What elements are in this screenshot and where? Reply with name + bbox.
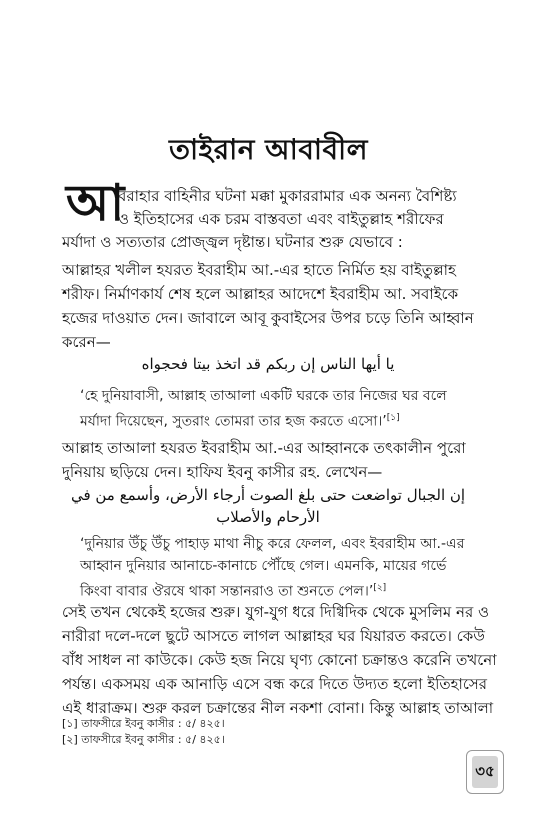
text-line: সেই তখন থেকেই হজের শুরু। যুগ-যুগ ধরে দিগ্বিদিক থেকে মুসলিম নর ও bbox=[62, 603, 490, 621]
footnote: [২] তাফসীরে ইবনু কাসীর : ৫/ ৪২৫। bbox=[62, 733, 225, 746]
text-line: আল্লাহর খলীল হযরত ইবরাহীম আ.-এর হাতে নির্মিত হয় বাইতুল্লাহ bbox=[62, 261, 456, 279]
text-line: বরাহার বাহিনীর ঘটনা মক্কা মুকাররামার এক অনন্য বৈশিষ্ট্য bbox=[118, 187, 457, 205]
text-line: পর্যন্ত। একসময় এক আনাড়ি এসে বন্ধ করে দিতে উদ্যত হলো ইতিহাসের bbox=[62, 675, 488, 693]
text-line: হজের দাওয়াত দেন। জাবালে আবূ কুবাইসের উপর চড়ে তিনি আহ্বান bbox=[62, 309, 474, 327]
text-line: নারীরা দলে-দলে ছুটে আসতে লাগল আল্লাহর ঘর যিয়ারত করতে। কেউ bbox=[62, 627, 485, 645]
page-number-box bbox=[466, 750, 504, 794]
text-line: শরীফ। নির্মাণকার্য শেষ হলে আল্লাহর আদেশে ইবরাহীম আ. সবাইকে bbox=[62, 285, 459, 303]
page-number: ৩৫ bbox=[472, 756, 498, 788]
text-line: মর্যাদা ও সত্যতার প্রোজ্জ্বল দৃষ্টান্ত। ঘটনার শুরু যেভাবে : bbox=[62, 233, 403, 251]
text-line: আল্লাহ তাআলা হযরত ইবরাহীম আ.-এর আহ্বানকে তৎকালীন পুরো bbox=[62, 439, 466, 457]
text-line: দুনিয়ায় ছড়িয়ে দেন। হাফিয ইবনু কাসীর রহ. লেখেন— bbox=[62, 463, 383, 481]
arabic-quote-2 bbox=[62, 484, 474, 528]
quote-line: ‘হে দুনিয়াবাসী, আল্লাহ তাআলা একটি ঘরকে তার নিজের ঘর বলে bbox=[80, 388, 447, 404]
text-line: ও ইতিহাসের এক চরম বাস্তবতা এবং বাইতুল্লাহ শরীফের bbox=[118, 210, 444, 228]
footnote-ref: [১] bbox=[386, 413, 400, 423]
text-line: করেন— bbox=[62, 333, 111, 351]
quote-line: কিংবা বাবার ঔরষে থাকা সন্তানরাও তা শুনতে পেল।’ bbox=[80, 583, 374, 600]
text-line: এই ধারাক্রম। শুরু করল চক্রান্তের নীল নকশা বোনা। কিন্তু আল্লাহ তাআলা bbox=[62, 699, 494, 717]
drop-cap-letter: আ bbox=[66, 174, 125, 232]
arabic-quote-1: يا أيها الناس إن ربكم قد اتخذ بيتا فحجواه bbox=[141, 355, 395, 373]
chapter-title: তাইরান আবাবীল bbox=[169, 133, 368, 166]
quote-line: ‘দুনিয়ার উঁচু উঁচু পাহাড় মাথা নীচু করে ফেলল, এবং ইবরাহীম আ.-এর bbox=[80, 536, 465, 552]
quote-line: আহ্বান দুনিয়ার আনাচে-কানাচে পৌঁছে গেল। এমনকি, মায়ের গর্ভে bbox=[80, 558, 447, 574]
arabic-line: إن الجبال تواضعت حتى بلغ الصوت أرجاء الأرض، وأسمع من في bbox=[70, 486, 466, 504]
footnotes bbox=[62, 716, 225, 748]
quote-line: মর্যাদা দিয়েছেন, সুতরাং তোমরা তার হজ করতে এসো।’ bbox=[80, 413, 387, 430]
text-line: বাঁধ সাধল না কাউকে। কেউ হজ নিয়ে ঘৃণ্য কোনো চক্রান্তও করেনি তখনো bbox=[62, 651, 497, 669]
arabic-line: الأرحام والأصلاب bbox=[216, 508, 320, 526]
footnote-ref: [২] bbox=[373, 583, 387, 593]
footnote: [১] তাফসীরে ইবনু কাসীর : ৫/ ৪২৫। bbox=[62, 717, 225, 730]
